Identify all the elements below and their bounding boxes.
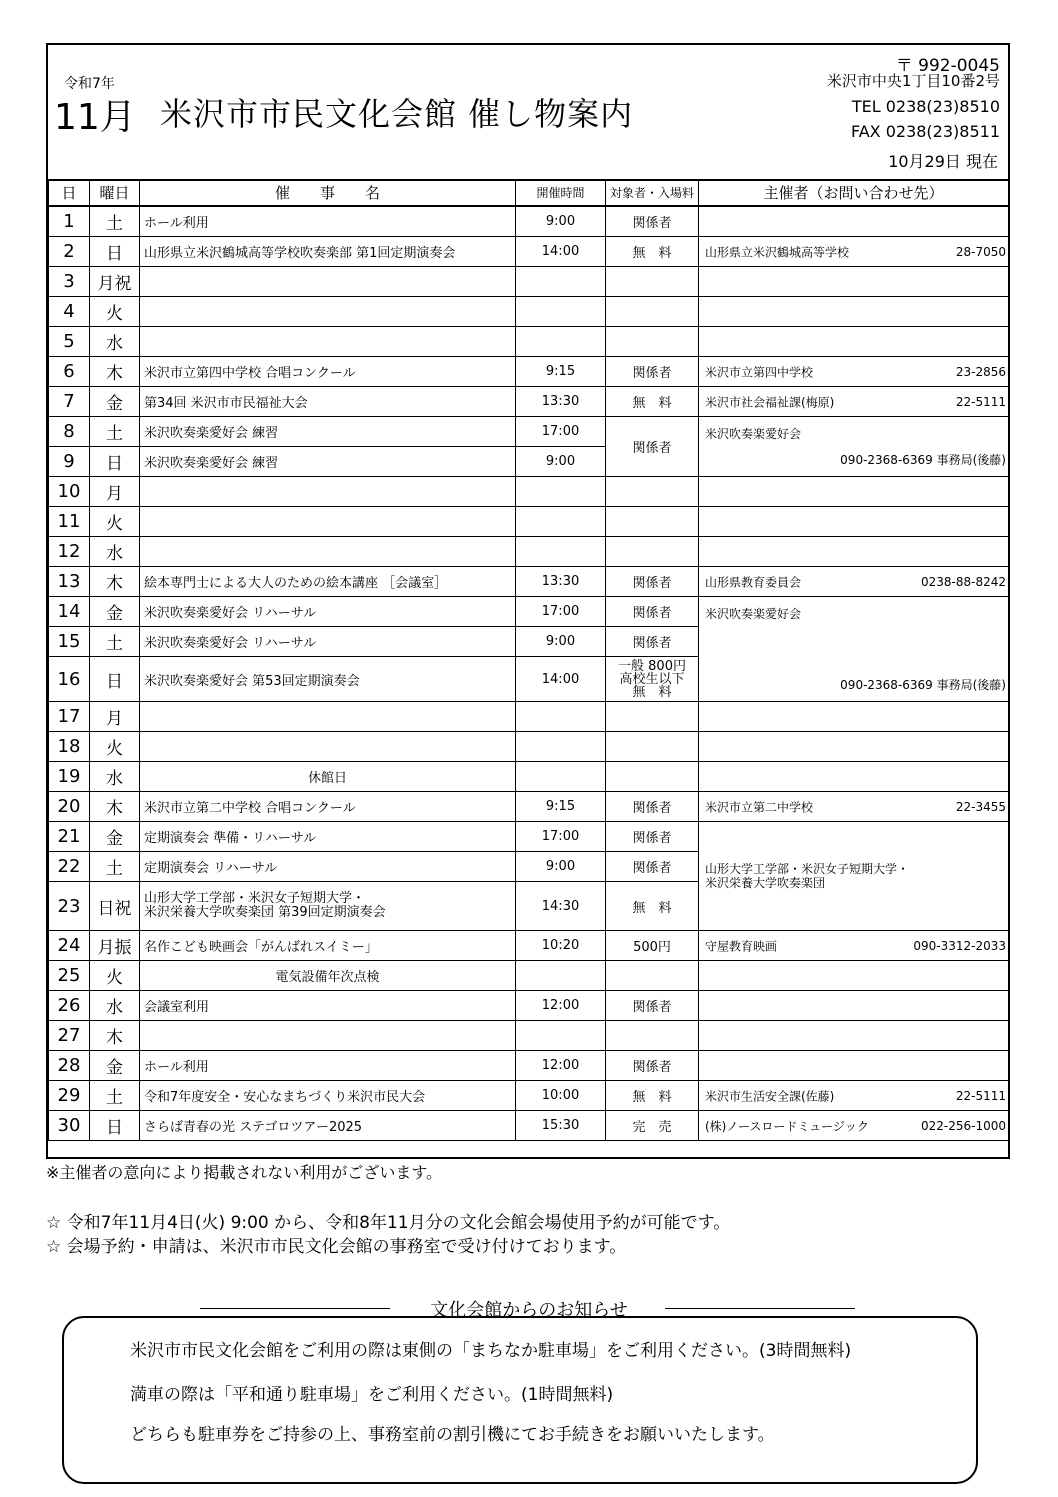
target-cell: 一般 800円 高校生以下 無 料 [606, 657, 699, 702]
time-cell: 10:00 [516, 1081, 606, 1111]
target-cell: 関係者 [606, 822, 699, 852]
event-cell [140, 537, 516, 567]
organizer-tel: 022-256-1000 [920, 1118, 1006, 1133]
time-cell [516, 537, 606, 567]
event-cell: 米沢吹奏楽愛好会 第53回定期演奏会 [140, 657, 516, 702]
weekday-cell: 火 [90, 732, 140, 762]
day-cell: 22 [49, 852, 90, 882]
day-cell: 2 [49, 237, 90, 267]
day-cell: 13 [49, 567, 90, 597]
weekday-cell: 金 [90, 1051, 140, 1081]
weekday-cell: 水 [90, 762, 140, 792]
table-header-row [49, 180, 1009, 207]
as-of-date: 10月29日 現在 [888, 152, 998, 171]
organizer-cell [699, 732, 1009, 762]
weekday-cell: 土 [90, 852, 140, 882]
target-cell [606, 732, 699, 762]
time-cell: 9:00 [516, 206, 606, 237]
event-cell: 定期演奏会 リハーサル [140, 852, 516, 882]
day-cell: 24 [49, 931, 90, 961]
weekday-cell: 水 [90, 991, 140, 1021]
event-cell: 絵本専門士による大人のための絵本講座 ［会議室］ [140, 567, 516, 597]
table-row [49, 702, 1009, 732]
day-cell: 26 [49, 991, 90, 1021]
target-cell: 関係者 [606, 567, 699, 597]
weekday-cell: 火 [90, 961, 140, 991]
application-note: ☆ 会場予約・申請は、米沢市市民文化会館の事務室で受け付けております。 [46, 1237, 627, 1257]
organizer-tel: 28-7050 [955, 244, 1006, 259]
event-cell: 米沢吹奏楽愛好会 練習 [140, 417, 516, 447]
table-row [49, 237, 1009, 267]
organizer-tel: 22-5111 [955, 394, 1006, 409]
time-cell: 12:00 [516, 991, 606, 1021]
table-row [49, 961, 1009, 991]
table-row [49, 931, 1009, 961]
organizer-name: 米沢市社会福祉課(梅原) [705, 395, 835, 409]
table-row [49, 1051, 1009, 1081]
col-weekday: 曜日 [90, 180, 140, 207]
event-cell [140, 327, 516, 357]
day-cell: 10 [49, 477, 90, 507]
organizer-cell [699, 1021, 1009, 1051]
time-cell: 9:00 [516, 852, 606, 882]
weekday-cell: 水 [90, 537, 140, 567]
weekday-cell: 金 [90, 822, 140, 852]
organizer-tel: 23-2856 [955, 364, 1006, 379]
month-label: 11月 [54, 97, 136, 138]
day-cell: 9 [49, 447, 90, 477]
organizer-cell [699, 357, 1009, 387]
col-day: 日 [49, 180, 90, 207]
table-row [49, 387, 1009, 417]
time-cell: 12:00 [516, 1051, 606, 1081]
weekday-cell: 金 [90, 597, 140, 627]
event-cell: 山形県立米沢鶴城高等学校吹奏楽部 第1回定期演奏会 [140, 237, 516, 267]
event-cell: 第34回 米沢市市民福祉大会 [140, 387, 516, 417]
target-cell: 無 料 [606, 882, 699, 931]
organizer-tel: 090-2368-6369 事務局(後藤) [840, 678, 1006, 692]
day-cell: 17 [49, 702, 90, 732]
target-cell: 関係者 [606, 357, 699, 387]
day-cell: 27 [49, 1021, 90, 1051]
event-cell: 米沢吹奏楽愛好会 リハーサル [140, 597, 516, 627]
event-cell: 名作こども映画会「がんばれスイミー」 [140, 931, 516, 961]
table-row [49, 1111, 1009, 1141]
table-row [49, 1081, 1009, 1111]
organizer-name: 米沢吹奏楽愛好会 [705, 427, 802, 441]
table-row [49, 507, 1009, 537]
organizer-tel: 090-3312-2033 [913, 938, 1006, 953]
notice-box [62, 1316, 978, 1484]
day-cell: 5 [49, 327, 90, 357]
table-row [49, 732, 1009, 762]
time-cell: 14:00 [516, 237, 606, 267]
organizer-cell [699, 931, 1009, 961]
table-row [49, 537, 1009, 567]
organizer-cell [699, 477, 1009, 507]
col-event: 催 事 名 [140, 180, 516, 207]
address: 米沢市中央1丁目10番2号 [826, 72, 1000, 90]
organizer-tel: 0238-88-8242 [920, 574, 1006, 589]
weekday-cell: 金 [90, 387, 140, 417]
event-cell: 会議室利用 [140, 991, 516, 1021]
day-cell: 6 [49, 357, 90, 387]
event-cell [140, 702, 516, 732]
organizer-tel: 22-5111 [955, 1088, 1006, 1103]
header [48, 45, 1008, 181]
target-cell [606, 1021, 699, 1051]
weekday-cell: 土 [90, 417, 140, 447]
day-cell: 4 [49, 297, 90, 327]
event-cell [140, 1021, 516, 1051]
time-cell: 14:00 [516, 657, 606, 702]
event-cell: 電気設備年次点検 [140, 961, 516, 991]
day-cell: 7 [49, 387, 90, 417]
target-cell [606, 762, 699, 792]
table-row [49, 762, 1009, 792]
table-row [49, 267, 1009, 297]
event-cell [140, 732, 516, 762]
event-cell: さらば青春の光 ステゴロツアー2025 [140, 1111, 516, 1141]
organizer-cell [699, 822, 1009, 931]
time-cell [516, 961, 606, 991]
organizer-cell [699, 537, 1009, 567]
time-cell: 10:20 [516, 931, 606, 961]
target-cell: 関係者 [606, 792, 699, 822]
notice-line-3: どちらも駐車券をご持参の上、事務室前の割引機にてお手続きをお願いいたします。 [130, 1425, 775, 1445]
organizer-cell [699, 1081, 1009, 1111]
event-cell [140, 507, 516, 537]
event-cell: 休館日 [140, 762, 516, 792]
table-row [49, 417, 1009, 447]
event-cell: 米沢吹奏楽愛好会 練習 [140, 447, 516, 477]
weekday-cell: 日祝 [90, 882, 140, 931]
table-row [49, 1021, 1009, 1051]
organizer-cell [699, 567, 1009, 597]
day-cell: 18 [49, 732, 90, 762]
table-row [49, 991, 1009, 1021]
fax-number: FAX 0238(23)8511 [850, 122, 1000, 141]
event-cell: 米沢市立第四中学校 合唱コンクール [140, 357, 516, 387]
day-cell: 1 [49, 206, 90, 237]
reservation-note: ☆ 令和7年11月4日(火) 9:00 から、令和8年11月分の文化会館会場使用予約が可能です。 [46, 1213, 731, 1233]
weekday-cell: 土 [90, 1081, 140, 1111]
time-cell: 9:00 [516, 627, 606, 657]
event-cell: 令和7年度安全・安心なまちづくり米沢市民大会 [140, 1081, 516, 1111]
schedule-table [48, 179, 1009, 1141]
organizer-cell [699, 206, 1009, 237]
organizer-cell [699, 792, 1009, 822]
organizer-cell [699, 507, 1009, 537]
event-cell [140, 297, 516, 327]
schedule-frame [46, 43, 1010, 1159]
weekday-cell: 月 [90, 702, 140, 732]
organizer-cell [699, 387, 1009, 417]
time-cell: 9:00 [516, 447, 606, 477]
time-cell: 13:30 [516, 567, 606, 597]
organizer-cell [699, 267, 1009, 297]
time-cell [516, 477, 606, 507]
time-cell [516, 297, 606, 327]
target-cell: 関係者 [606, 991, 699, 1021]
time-cell: 17:00 [516, 597, 606, 627]
table-row [49, 357, 1009, 387]
day-cell: 19 [49, 762, 90, 792]
day-cell: 8 [49, 417, 90, 447]
organizer-cell [699, 762, 1009, 792]
day-cell: 28 [49, 1051, 90, 1081]
weekday-cell: 月 [90, 477, 140, 507]
day-cell: 21 [49, 822, 90, 852]
table-row [49, 206, 1009, 237]
tel-number: TEL 0238(23)8510 [851, 97, 1000, 116]
event-cell: 定期演奏会 準備・リハーサル [140, 822, 516, 852]
notice-title: 文化会館からのお知らせ [430, 1300, 628, 1321]
weekday-cell: 木 [90, 792, 140, 822]
organizer-cell [699, 297, 1009, 327]
weekday-cell: 日 [90, 1111, 140, 1141]
time-cell [516, 267, 606, 297]
organizer-name: 米沢市立第二中学校 [705, 800, 814, 814]
target-cell: 関係者 [606, 852, 699, 882]
organizer-cell [699, 991, 1009, 1021]
day-cell: 29 [49, 1081, 90, 1111]
notice-line-2: 満車の際は「平和通り駐車場」をご利用ください。(1時間無料) [130, 1385, 614, 1405]
day-cell: 20 [49, 792, 90, 822]
weekday-cell: 日 [90, 237, 140, 267]
time-cell [516, 762, 606, 792]
organizer-tel: 22-3455 [955, 799, 1006, 814]
time-cell: 15:30 [516, 1111, 606, 1141]
day-cell: 23 [49, 882, 90, 931]
organizer-name: 山形大学工学部・米沢女子短期大学・ 米沢栄養大学吹奏楽団 [705, 862, 910, 890]
target-cell: 完 売 [606, 1111, 699, 1141]
target-cell [606, 327, 699, 357]
time-cell: 17:00 [516, 822, 606, 852]
time-cell [516, 507, 606, 537]
event-cell [140, 267, 516, 297]
weekday-cell: 火 [90, 297, 140, 327]
time-cell [516, 702, 606, 732]
page-title: 米沢市市民文化会館 催し物案内 [160, 95, 634, 133]
organizer-tel: 090-2368-6369 事務局(後藤) [840, 453, 1006, 467]
weekday-cell: 木 [90, 357, 140, 387]
weekday-cell: 木 [90, 567, 140, 597]
weekday-cell: 水 [90, 327, 140, 357]
table-row [49, 792, 1009, 822]
footnote: ※主催者の意向により掲載されない利用がございます。 [46, 1163, 443, 1182]
target-cell [606, 961, 699, 991]
organizer-cell [699, 1051, 1009, 1081]
day-cell: 25 [49, 961, 90, 991]
time-cell: 13:30 [516, 387, 606, 417]
organizer-name: 山形県教育委員会 [705, 575, 802, 589]
event-cell: ホール利用 [140, 206, 516, 237]
event-cell: 米沢吹奏楽愛好会 リハーサル [140, 627, 516, 657]
target-cell: 無 料 [606, 1081, 699, 1111]
weekday-cell: 火 [90, 507, 140, 537]
target-cell [606, 537, 699, 567]
weekday-cell: 月振 [90, 931, 140, 961]
table-row [49, 822, 1009, 852]
target-cell: 関係者 [606, 206, 699, 237]
time-cell: 17:00 [516, 417, 606, 447]
organizer-cell [699, 1111, 1009, 1141]
event-cell [140, 477, 516, 507]
table-row [49, 327, 1009, 357]
day-cell: 30 [49, 1111, 90, 1141]
target-cell: 無 料 [606, 387, 699, 417]
time-cell: 9:15 [516, 357, 606, 387]
event-cell: 山形大学工学部・米沢女子短期大学・ 米沢栄養大学吹奏楽団 第39回定期演奏会 [140, 882, 516, 931]
target-cell: 関係者 [606, 627, 699, 657]
organizer-cell [699, 702, 1009, 732]
weekday-cell: 日 [90, 447, 140, 477]
target-cell: 関係者 [606, 597, 699, 627]
organizer-cell [699, 417, 1009, 477]
day-cell: 11 [49, 507, 90, 537]
event-cell: ホール利用 [140, 1051, 516, 1081]
organizer-name: 山形県立米沢鶴城高等学校 [705, 245, 850, 259]
col-time: 開催時間 [516, 180, 606, 207]
col-target: 対象者・入場料 [606, 180, 699, 207]
organizer-name: 守屋教育映画 [705, 939, 778, 953]
weekday-cell: 木 [90, 1021, 140, 1051]
table-row [49, 567, 1009, 597]
target-cell [606, 477, 699, 507]
organizer-cell [699, 597, 1009, 702]
weekday-cell: 土 [90, 627, 140, 657]
target-cell [606, 297, 699, 327]
day-cell: 12 [49, 537, 90, 567]
time-cell [516, 732, 606, 762]
organizer-name: 米沢吹奏楽愛好会 [705, 607, 802, 621]
zip-code: 〒 992-0045 [895, 56, 1000, 76]
time-cell [516, 1021, 606, 1051]
target-cell: 無 料 [606, 237, 699, 267]
target-cell: 関係者 [606, 417, 699, 477]
organizer-name: (株)ノースロードミュージック [705, 1119, 869, 1133]
time-cell [516, 327, 606, 357]
day-cell: 16 [49, 657, 90, 702]
organizer-name: 米沢市立第四中学校 [705, 365, 814, 379]
schedule-body [49, 206, 1009, 1141]
day-cell: 3 [49, 267, 90, 297]
time-cell: 9:15 [516, 792, 606, 822]
weekday-cell: 土 [90, 206, 140, 237]
organizer-cell [699, 961, 1009, 991]
weekday-cell: 月祝 [90, 267, 140, 297]
col-organizer: 主催者（お問い合わせ先） [699, 180, 1009, 207]
day-cell: 14 [49, 597, 90, 627]
target-cell: 関係者 [606, 1051, 699, 1081]
time-cell: 14:30 [516, 882, 606, 931]
notice-line-1: 米沢市市民文化会館をご利用の際は東側の「まちなか駐車場」をご利用ください。(3時間無料) [130, 1341, 852, 1361]
day-cell: 15 [49, 627, 90, 657]
weekday-cell: 日 [90, 657, 140, 702]
event-cell: 米沢市立第二中学校 合唱コンクール [140, 792, 516, 822]
era-label: 令和7年 [64, 76, 115, 92]
table-row [49, 477, 1009, 507]
organizer-cell [699, 327, 1009, 357]
table-row [49, 297, 1009, 327]
organizer-cell [699, 237, 1009, 267]
target-cell: 500円 [606, 931, 699, 961]
target-cell [606, 507, 699, 537]
organizer-name: 米沢市生活安全課(佐藤) [705, 1089, 835, 1103]
target-cell [606, 267, 699, 297]
table-row [49, 597, 1009, 627]
target-cell [606, 702, 699, 732]
